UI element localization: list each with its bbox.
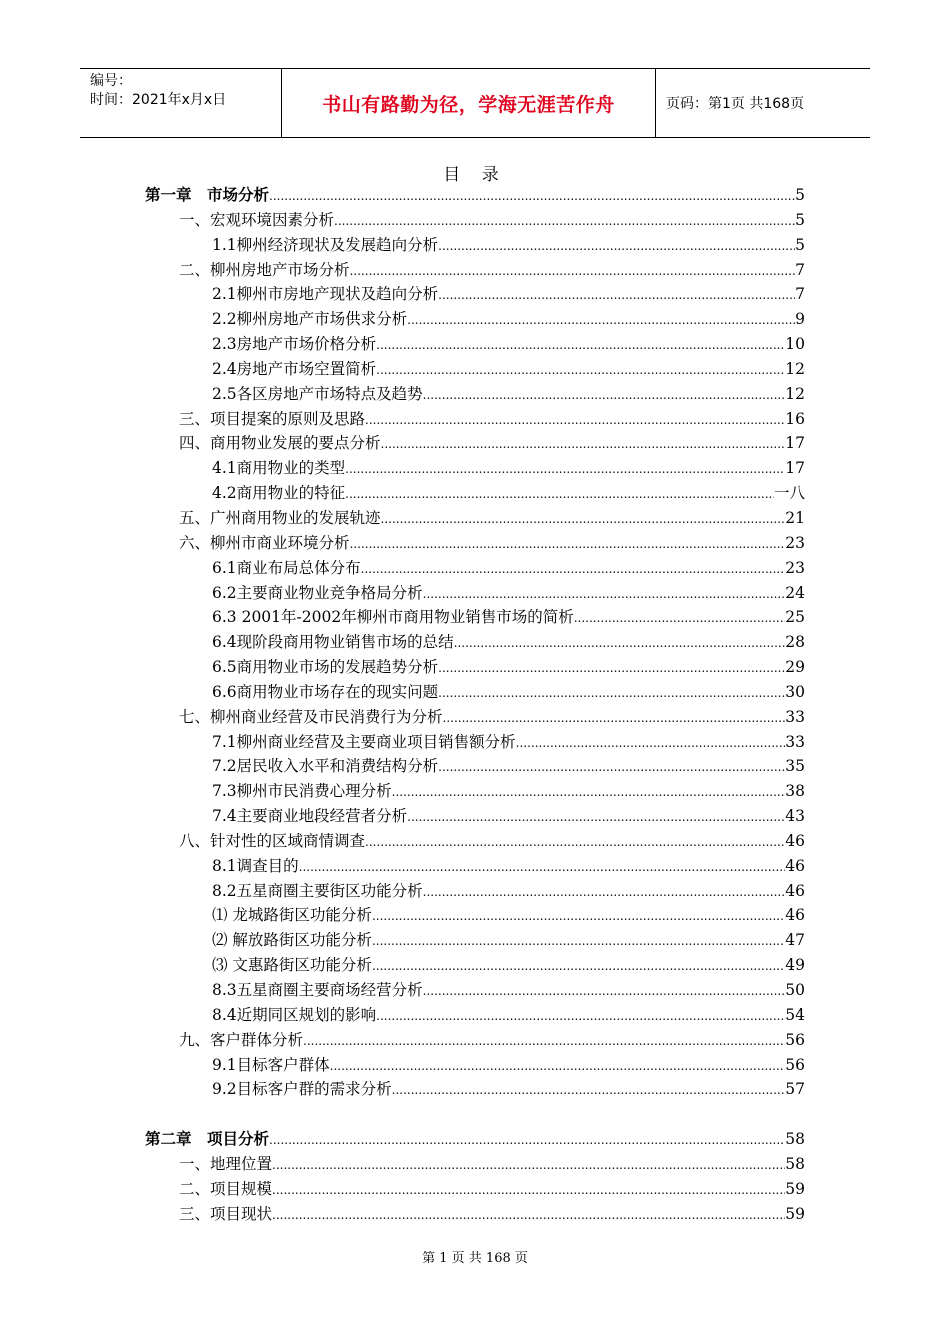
toc-entry-title: 2.5各区房地产市场特点及趋势 xyxy=(212,384,423,403)
toc-entry[interactable] xyxy=(145,754,805,779)
toc-entry[interactable] xyxy=(145,258,805,283)
toc-entry-title: 二、项目规模 xyxy=(179,1179,273,1198)
toc-leader-dots xyxy=(454,630,786,656)
toc-entry-page: 10 xyxy=(785,335,805,354)
toc-entry-page: 56 xyxy=(785,1030,805,1049)
toc-entry[interactable] xyxy=(145,208,805,233)
toc-entry-title: 四、商用物业发展的要点分析 xyxy=(179,434,381,453)
toc-entry-page: 46 xyxy=(785,856,805,875)
toc-leader-dots xyxy=(372,953,785,979)
toc-entry[interactable] xyxy=(145,779,805,804)
toc-leader-dots xyxy=(438,680,785,706)
toc-entry-page: 35 xyxy=(785,757,805,776)
toc-entry-title: 7.3柳州市民消费心理分析 xyxy=(212,782,392,801)
toc-entry-title: 4.1商用物业的类型 xyxy=(212,459,346,478)
toc-entry-page: 24 xyxy=(785,583,805,602)
toc-entry-title: 8.4近期同区规划的影响 xyxy=(212,1005,377,1024)
toc-entry[interactable] xyxy=(145,1177,805,1202)
header-motto: 书山有路勤为径，学海无涯苦作舟 xyxy=(322,93,615,116)
table-of-contents xyxy=(145,183,805,1226)
toc-entry[interactable] xyxy=(145,506,805,531)
toc-entry-page: 5 xyxy=(795,186,805,204)
toc-title: 目 录 xyxy=(443,165,507,185)
toc-leader-dots xyxy=(423,581,786,607)
toc-entry-title: 三、项目提案的原则及思路 xyxy=(179,409,366,428)
toc-leader-dots xyxy=(372,903,785,929)
toc-entry-title: 1.1柳州经济现状及发展趋向分析 xyxy=(212,235,439,254)
toc-leader-dots xyxy=(381,431,786,457)
toc-leader-dots xyxy=(443,705,786,731)
toc-entry[interactable] xyxy=(145,183,805,208)
toc-entry-page: 58 xyxy=(785,1130,805,1149)
toc-entry[interactable] xyxy=(145,407,805,432)
toc-entry-page: 43 xyxy=(785,807,805,826)
toc-spacer xyxy=(145,1102,805,1127)
toc-leader-dots xyxy=(272,1177,785,1203)
toc-entry-page: 17 xyxy=(785,459,805,478)
header-motto-cell xyxy=(282,69,656,137)
header-meta-cell xyxy=(80,69,282,137)
toc-leader-dots xyxy=(392,1077,786,1103)
toc-leader-dots xyxy=(350,531,786,557)
toc-entry-page: 46 xyxy=(785,906,805,925)
toc-entry-page: 59 xyxy=(785,1204,805,1223)
toc-entry-page: 23 xyxy=(785,533,805,552)
toc-entry-title: 6.4现阶段商用物业销售市场的总结 xyxy=(212,633,454,652)
toc-leader-dots xyxy=(438,233,795,259)
toc-entry[interactable] xyxy=(145,680,805,705)
toc-leader-dots xyxy=(516,730,786,756)
toc-leader-dots xyxy=(269,183,795,209)
toc-entry-page: 12 xyxy=(785,384,805,403)
toc-entry[interactable] xyxy=(145,1003,805,1028)
toc-entry-page: 33 xyxy=(785,732,805,751)
toc-leader-dots xyxy=(381,506,786,532)
toc-entry[interactable] xyxy=(145,581,805,606)
toc-entry[interactable] xyxy=(145,854,805,879)
toc-entry-title: 7.2居民收入水平和消费结构分析 xyxy=(212,757,439,776)
toc-entry-title: 三、项目现状 xyxy=(179,1204,273,1223)
toc-leader-dots xyxy=(361,556,786,582)
toc-leader-dots xyxy=(303,1028,785,1054)
toc-entry-page: 54 xyxy=(785,1005,805,1024)
toc-entry[interactable] xyxy=(145,556,805,581)
toc-entry[interactable] xyxy=(145,1077,805,1102)
toc-entry-title: 9.2目标客户群的需求分析 xyxy=(212,1080,392,1099)
toc-entry[interactable] xyxy=(145,879,805,904)
toc-leader-dots xyxy=(365,829,785,855)
toc-entry[interactable] xyxy=(145,978,805,1003)
toc-entry-title: 七、柳州商业经营及市民消费行为分析 xyxy=(179,707,443,726)
header-table xyxy=(80,68,870,138)
toc-entry[interactable] xyxy=(145,431,805,456)
toc-leader-dots xyxy=(334,208,795,234)
toc-entry[interactable] xyxy=(145,1028,805,1053)
toc-leader-dots xyxy=(345,456,785,482)
toc-entry-page: 16 xyxy=(785,409,805,428)
toc-entry[interactable] xyxy=(145,332,805,357)
toc-entry-title: 二、柳州房地产市场分析 xyxy=(179,260,350,279)
toc-entry-page: 25 xyxy=(785,608,805,627)
toc-entry-title: 4.2商用物业的特征 xyxy=(212,484,346,503)
toc-entry-title: 6.5商用物业市场的发展趋势分析 xyxy=(212,658,439,677)
toc-entry-title: 8.1调查目的 xyxy=(212,856,299,875)
toc-entry-title: 7.1柳州商业经营及主要商业项目销售额分析 xyxy=(212,732,516,751)
toc-leader-dots xyxy=(438,754,785,780)
toc-entry-page: 58 xyxy=(785,1154,805,1173)
toc-leader-dots xyxy=(423,879,786,905)
toc-entry-title: ⑶ 文惠路街区功能分析 xyxy=(212,956,372,975)
toc-entry-page: 59 xyxy=(785,1179,805,1198)
toc-leader-dots xyxy=(423,382,786,408)
toc-entry[interactable] xyxy=(145,233,805,258)
toc-entry-page: 23 xyxy=(785,558,805,577)
toc-entry[interactable] xyxy=(145,382,805,407)
toc-leader-dots xyxy=(407,307,795,333)
toc-entry-page: 33 xyxy=(785,707,805,726)
toc-leader-dots xyxy=(407,804,785,830)
toc-entry[interactable] xyxy=(145,829,805,854)
toc-entry-page: 7 xyxy=(795,260,805,279)
toc-entry[interactable] xyxy=(145,903,805,928)
toc-entry-page: 50 xyxy=(785,981,805,999)
document-date: 时间：2021年x月x日 xyxy=(90,92,227,108)
toc-leader-dots xyxy=(392,779,786,805)
toc-entry-title: ⑴ 龙城路街区功能分析 xyxy=(212,906,372,925)
toc-leader-dots xyxy=(272,1152,785,1178)
toc-entry-title: 6.1商业布局总体分布 xyxy=(212,558,361,577)
toc-leader-dots xyxy=(376,332,785,358)
toc-entry-page: 12 xyxy=(785,359,805,378)
toc-entry-page: 17 xyxy=(785,434,805,453)
toc-entry-page: 46 xyxy=(785,831,805,850)
toc-entry-title: 六、柳州市商业环境分析 xyxy=(179,533,350,552)
toc-entry[interactable] xyxy=(145,630,805,655)
toc-entry[interactable] xyxy=(145,307,805,332)
toc-entry-title: 五、广州商用物业的发展轨迹 xyxy=(179,508,381,527)
toc-entry[interactable] xyxy=(145,1053,805,1078)
toc-entry-title: 九、客户群体分析 xyxy=(179,1030,304,1049)
toc-entry[interactable] xyxy=(145,531,805,556)
toc-entry-page: 38 xyxy=(785,782,805,801)
toc-entry-page: 57 xyxy=(785,1080,805,1099)
header-page-info: 页码：第1页 共168页 xyxy=(666,96,805,112)
toc-leader-dots xyxy=(350,258,796,284)
toc-entry-page: 21 xyxy=(785,508,805,527)
toc-entry[interactable] xyxy=(145,705,805,730)
toc-leader-dots xyxy=(272,1202,785,1228)
toc-entry-title: 6.2主要商业物业竞争格局分析 xyxy=(212,583,423,602)
toc-entry[interactable] xyxy=(145,282,805,307)
toc-entry-page: 9 xyxy=(795,310,805,329)
toc-entry[interactable] xyxy=(145,1127,805,1152)
page-footer: 第 1 页 共 168 页 xyxy=(422,1251,528,1266)
toc-entry[interactable] xyxy=(145,1202,805,1227)
toc-entry-page: 7 xyxy=(795,285,805,304)
toc-entry[interactable] xyxy=(145,481,805,506)
toc-entry-page: 30 xyxy=(785,682,805,701)
toc-entry-page: 56 xyxy=(785,1055,805,1074)
toc-leader-dots xyxy=(345,481,774,507)
toc-entry-title: 6.6商用物业市场存在的现实问题 xyxy=(212,682,439,701)
document-number: 编号： xyxy=(90,73,132,89)
toc-leader-dots xyxy=(574,605,786,631)
toc-entry[interactable] xyxy=(145,804,805,829)
toc-entry-page: 47 xyxy=(785,931,805,950)
toc-entry-title: 八、针对性的区域商情调查 xyxy=(179,831,366,850)
toc-entry[interactable] xyxy=(145,928,805,953)
toc-leader-dots xyxy=(365,407,785,433)
toc-entry-title: 第二章 项目分析 xyxy=(145,1130,270,1149)
toc-entry[interactable] xyxy=(145,456,805,481)
toc-entry[interactable] xyxy=(145,605,805,630)
toc-entry-title: 2.2柳州房地产市场供求分析 xyxy=(212,310,408,329)
toc-entry[interactable] xyxy=(145,357,805,382)
toc-leader-dots xyxy=(438,282,795,308)
toc-entry-page: 29 xyxy=(785,658,805,677)
toc-entry[interactable] xyxy=(145,655,805,680)
toc-leader-dots xyxy=(299,854,786,880)
toc-leader-dots xyxy=(376,357,785,383)
toc-entry-page: 49 xyxy=(785,956,805,975)
toc-leader-dots xyxy=(438,655,785,681)
toc-entry-page: 5 xyxy=(795,210,805,229)
toc-entry-page: 28 xyxy=(785,633,805,652)
toc-entry-title: 8.2五星商圈主要街区功能分析 xyxy=(212,881,423,900)
toc-entry-title: ⑵ 解放路街区功能分析 xyxy=(212,931,372,950)
toc-entry-page: 一八 xyxy=(773,484,805,503)
toc-entry-title: 6.3 2001年-2002年柳州市商用物业销售市场的简析 xyxy=(212,608,574,627)
toc-entry[interactable] xyxy=(145,1152,805,1177)
toc-leader-dots xyxy=(372,928,785,954)
toc-entry-title: 8.3五星商圈主要商场经营分析 xyxy=(212,981,423,999)
toc-entry[interactable] xyxy=(145,953,805,978)
toc-entry[interactable] xyxy=(145,730,805,755)
header-page-cell xyxy=(656,69,870,137)
toc-leader-dots xyxy=(330,1053,786,1079)
toc-entry-title: 2.4房地产市场空置简析 xyxy=(212,359,377,378)
toc-entry-title: 7.4主要商业地段经营者分析 xyxy=(212,807,408,826)
toc-leader-dots xyxy=(423,978,786,1004)
toc-entry-title: 2.3房地产市场价格分析 xyxy=(212,335,377,354)
toc-entry-title: 9.1目标客户群体 xyxy=(212,1055,330,1074)
toc-entry-page: 46 xyxy=(785,881,805,900)
toc-leader-dots xyxy=(376,1003,785,1029)
toc-entry-title: 2.1柳州市房地产现状及趋向分析 xyxy=(212,285,439,304)
toc-entry-title: 一、地理位置 xyxy=(179,1154,273,1173)
toc-entry-title: 第一章 市场分析 xyxy=(145,186,270,204)
toc-entry-page: 5 xyxy=(795,235,805,254)
toc-leader-dots xyxy=(269,1127,785,1153)
toc-entry-title: 一、宏观环境因素分析 xyxy=(179,210,335,229)
